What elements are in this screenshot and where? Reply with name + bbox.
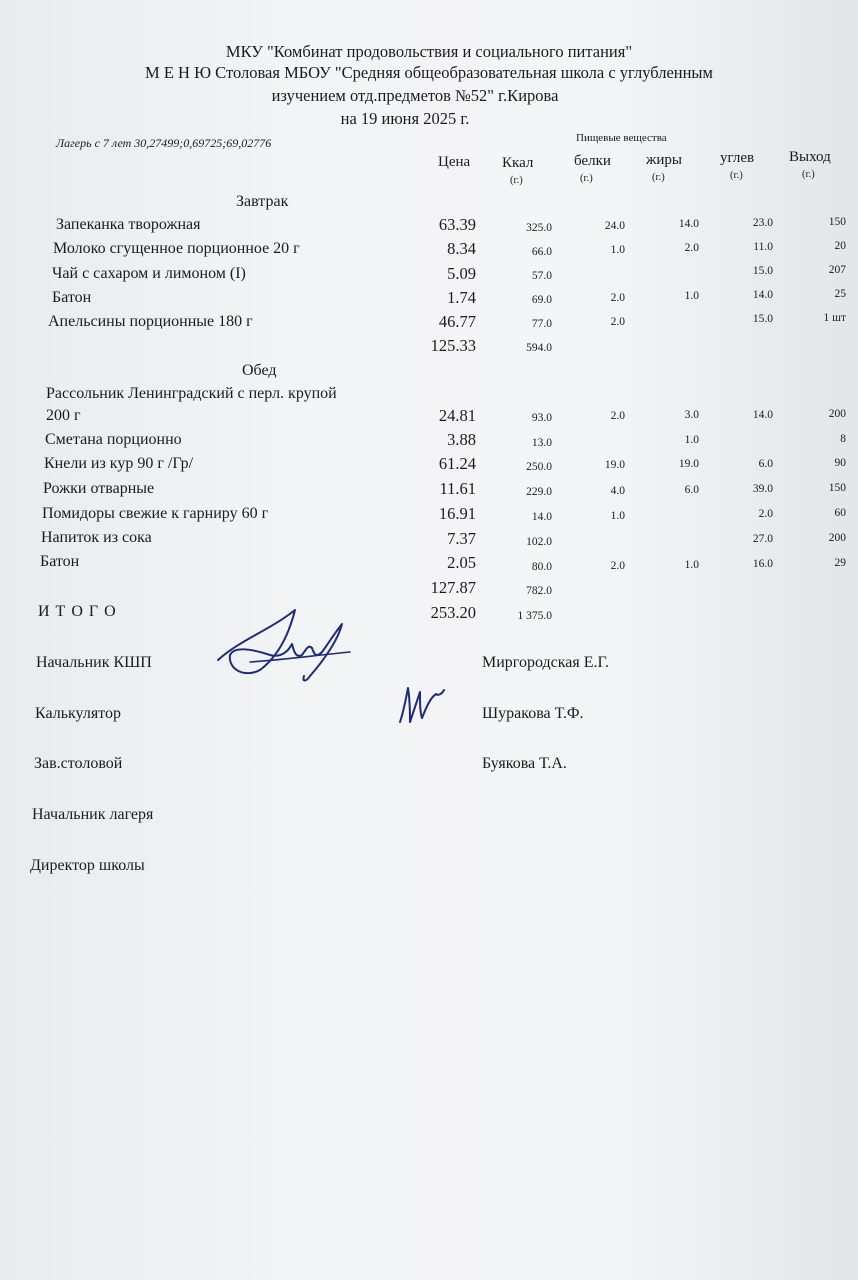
- dish-name: Рассольник Ленинградский с перл. крупой: [46, 385, 337, 402]
- grand-total-label: И Т О Г О: [38, 603, 117, 620]
- dish-output: 200: [828, 532, 846, 544]
- breakfast-total-price: 125.33: [430, 336, 476, 355]
- signature-name: Миргородская Е.Г.: [482, 654, 609, 671]
- dish-protein: 2.0: [610, 316, 625, 328]
- dish-name: Батон: [40, 553, 80, 570]
- dish-price: 8.34: [447, 239, 476, 258]
- dish-carb: 27.0: [752, 533, 773, 545]
- grand-total-kcal: 1 375.0: [517, 610, 552, 622]
- dish-carb: 14.0: [752, 289, 773, 301]
- dish-carb: 23.0: [752, 217, 773, 229]
- dish-name: Чай с сахаром и лимоном (I): [52, 265, 246, 282]
- dish-price: 2.05: [447, 553, 476, 572]
- signature-role: Калькулятор: [35, 705, 121, 722]
- dish-protein: 4.0: [610, 485, 625, 497]
- dish-protein: 2.0: [610, 292, 625, 304]
- dish-fat: 2.0: [684, 242, 699, 254]
- price-column-header: Цена: [438, 154, 471, 170]
- dish-kcal: 77.0: [531, 318, 552, 330]
- dish-carb: 2.0: [758, 508, 773, 520]
- dish-price: 46.77: [438, 312, 476, 331]
- signature-role: Зав.столовой: [34, 755, 123, 772]
- dish-price: 63.39: [438, 215, 476, 234]
- dish-kcal: 229.0: [526, 486, 552, 498]
- dish-protein: 2.0: [610, 410, 625, 422]
- lunch-section-title: Обед: [242, 362, 277, 379]
- signature-name: Буякова Т.А.: [482, 755, 567, 772]
- dish-fat: 1.0: [684, 559, 699, 571]
- dish-carb: 16.0: [752, 558, 773, 570]
- dish-price: 5.09: [447, 264, 476, 283]
- dish-fat: 3.0: [684, 409, 699, 421]
- dish-output: 90: [834, 457, 846, 469]
- dish-price: 1.74: [447, 288, 476, 307]
- dish-kcal: 325.0: [526, 222, 552, 234]
- fat-unit: (г.): [652, 172, 665, 183]
- dish-kcal: 66.0: [531, 246, 552, 258]
- signature-role: Начальник КШП: [36, 654, 152, 671]
- breakfast-total-kcal: 594.0: [526, 342, 552, 354]
- signature-name: Шуракова Т.Ф.: [482, 705, 584, 722]
- dish-carb: 39.0: [752, 483, 773, 495]
- lunch-total-kcal: 782.0: [526, 585, 552, 597]
- dish-carb: 11.0: [753, 241, 773, 253]
- dish-protein: 1.0: [610, 510, 625, 522]
- kcal-unit: (г.): [510, 175, 523, 186]
- dish-name: Апельсины порционные 180 г: [48, 313, 253, 330]
- dish-name: Помидоры свежие к гарниру 60 г: [42, 505, 269, 522]
- dish-protein: 24.0: [604, 220, 625, 232]
- dish-output: 25: [834, 288, 846, 300]
- dish-price: 7.37: [447, 529, 476, 548]
- dish-output: 60: [834, 507, 846, 519]
- dish-protein: 1.0: [610, 244, 625, 256]
- dish-name: Рожки отварные: [43, 480, 155, 497]
- dish-fat: 14.0: [678, 218, 699, 230]
- dish-fat: 6.0: [684, 484, 699, 496]
- dish-name: Кнели из кур 90 г /Гр/: [44, 455, 194, 472]
- signature-role: Директор школы: [30, 857, 145, 874]
- dish-kcal: 14.0: [531, 511, 552, 523]
- dish-fat: 1.0: [684, 434, 699, 446]
- output-unit: (г.): [802, 169, 815, 180]
- dish-protein: 2.0: [610, 560, 625, 572]
- dish-name: Молоко сгущенное порционное 20 г: [53, 240, 300, 257]
- dish-carb: 6.0: [758, 458, 773, 470]
- dish-fat: 1.0: [684, 290, 699, 302]
- menu-date: на 19 июня 2025 г.: [340, 109, 470, 128]
- org-title: МКУ "Комбинат продовольствия и социального питания": [225, 42, 633, 61]
- dish-output: 29: [834, 557, 846, 569]
- dish-output: 207: [828, 264, 846, 276]
- school-title: изучением отд.предметов №52" г.Кирова: [271, 86, 559, 105]
- camp-line: Лагерь с 7 лет 30,27499;0,69725;69,02776: [56, 136, 272, 150]
- dish-carb: 14.0: [752, 409, 773, 421]
- fat-column-header: жиры: [646, 152, 682, 168]
- dish-kcal: 13.0: [531, 437, 552, 449]
- dish-output: 8: [840, 433, 846, 445]
- lunch-total-price: 127.87: [430, 578, 476, 597]
- dish-price: 16.91: [438, 504, 476, 523]
- breakfast-section-title: Завтрак: [236, 193, 289, 210]
- dish-price: 3.88: [447, 430, 476, 449]
- dish-protein: 19.0: [604, 459, 625, 471]
- dish-kcal: 102.0: [526, 536, 552, 548]
- dish-output: 20: [834, 240, 846, 252]
- signature-role: Начальник лагеря: [32, 806, 154, 823]
- grand-total-price: 253.20: [430, 603, 476, 622]
- handwritten-signature-calculator: [396, 682, 448, 728]
- dish-output: 1 шт: [823, 312, 846, 324]
- dish-kcal: 80.0: [531, 561, 552, 573]
- dish-kcal: 250.0: [526, 461, 552, 473]
- dish-name: Напиток из сока: [41, 529, 152, 546]
- dish-carb: 15.0: [752, 265, 773, 277]
- carb-column-header: углев: [720, 150, 755, 166]
- menu-title: М Е Н Ю Столовая МБОУ "Средняя общеобразовательная школа с углубленным: [145, 63, 713, 82]
- dish-output: 150: [828, 482, 846, 494]
- dish-name: Запеканка творожная: [56, 216, 201, 233]
- dish-output: 200: [828, 408, 846, 420]
- carb-unit: (г.): [730, 170, 743, 181]
- dish-kcal: 93.0: [531, 412, 552, 424]
- dish-carb: 15.0: [752, 313, 773, 325]
- kcal-column-header: Ккал: [502, 155, 534, 171]
- dish-output: 150: [828, 216, 846, 228]
- dish-name: Батон: [52, 289, 92, 306]
- protein-column-header: белки: [574, 153, 611, 169]
- output-column-header: Выход: [789, 149, 831, 165]
- nutrients-group-header: Пищевые вещества: [576, 132, 667, 144]
- dish-price: 24.81: [438, 406, 476, 425]
- dish-fat: 19.0: [678, 458, 699, 470]
- handwritten-signature-kshp: [210, 600, 360, 690]
- dish-name: Сметана порционно: [45, 431, 182, 448]
- dish-price: 61.24: [438, 454, 476, 473]
- dish-price: 11.61: [439, 479, 476, 498]
- dish-kcal: 57.0: [531, 270, 552, 282]
- protein-unit: (г.): [580, 173, 593, 184]
- dish-name-continued: 200 г: [46, 407, 81, 424]
- dish-kcal: 69.0: [531, 294, 552, 306]
